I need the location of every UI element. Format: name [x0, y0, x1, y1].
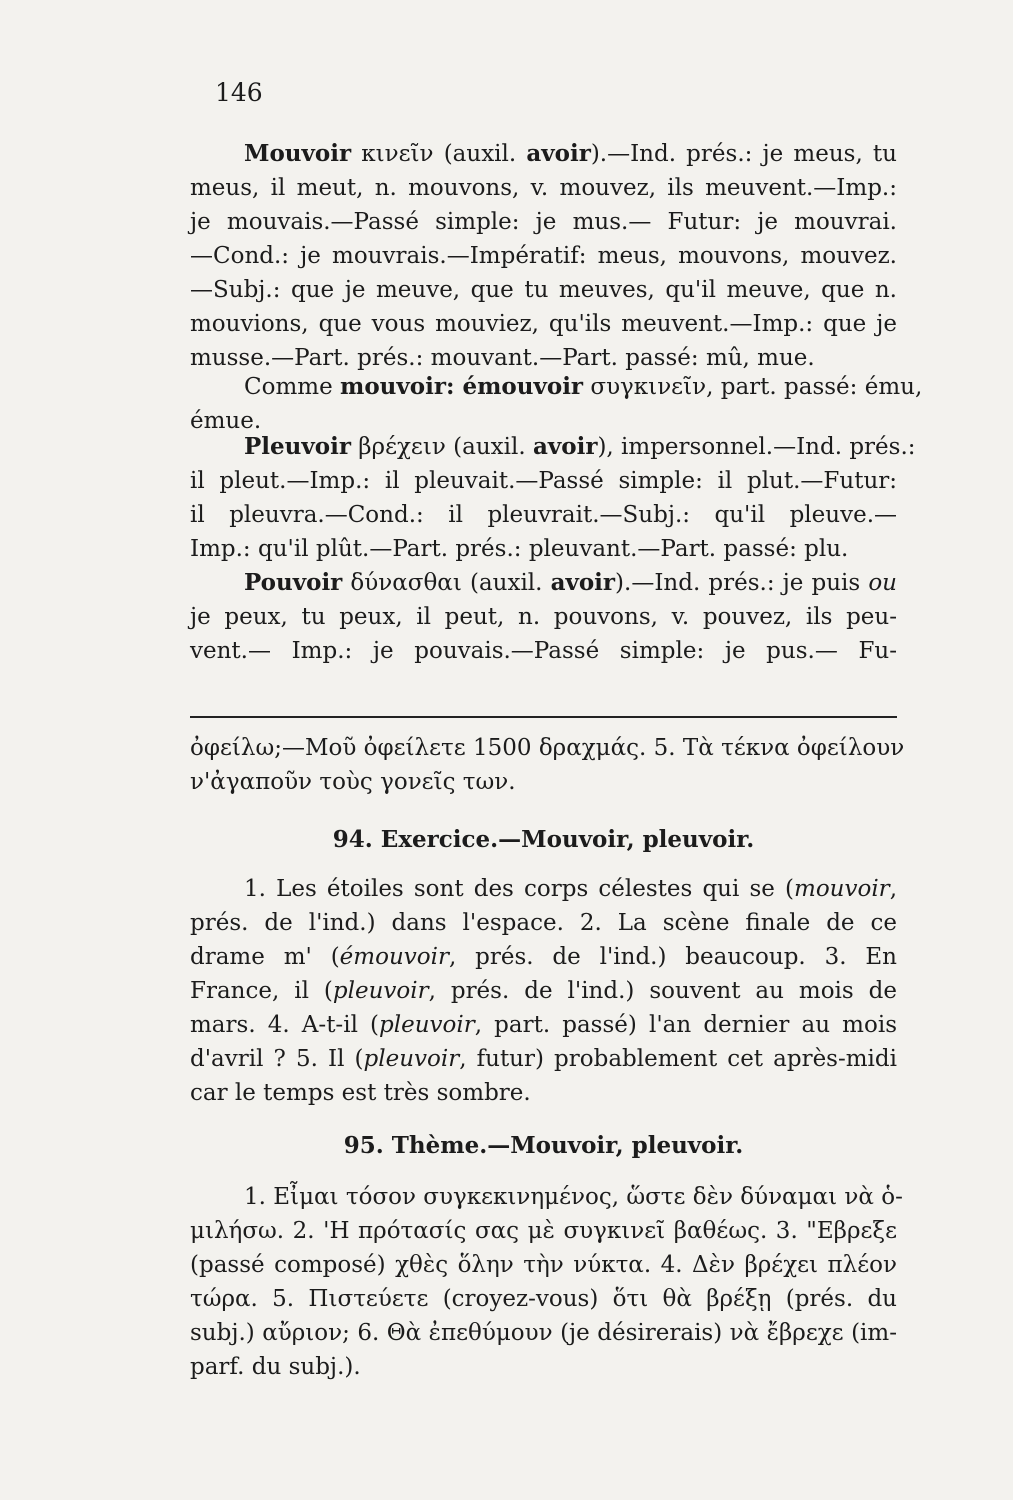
text-fragment: 1. Les étoiles sont des corps célestes qui se ( [244, 876, 795, 902]
footnote [190, 731, 905, 799]
text-fragment: , part. passé) l'an dernier au mois [474, 1012, 897, 1038]
text-line: parf. du subj.). [190, 1354, 361, 1380]
theme-heading: 95. Thème.—Mouvoir, pleuvoir. [343, 1132, 744, 1159]
theme-paragraph [190, 1180, 903, 1384]
term-mouvoir: Mouvoir [244, 140, 352, 167]
mouvoir-paragraph [190, 137, 897, 375]
text-italic: pleuvoir [379, 1012, 475, 1038]
text-line [190, 430, 916, 464]
text-italic: pleuvoir [332, 978, 429, 1004]
text-line: je peux, tu peux, il peut, n. pouvons, v. pouvez, ils peu- [190, 604, 897, 630]
text-line [190, 370, 923, 404]
exercise-paragraph [190, 872, 897, 1110]
exercise-heading: 94. Exercice.—Mouvoir, pleuvoir. [332, 826, 755, 853]
text-line: ν'ἀγαποῦν τοὺς γονεῖς των. [190, 769, 516, 795]
text-line [190, 1008, 897, 1042]
text-line: car le temps est très sombre. [190, 1080, 531, 1106]
text-fragment: , prés. de l'ind.) beaucoup. 3. En [448, 944, 897, 970]
term-mouvoir: mouvoir: [340, 373, 455, 400]
text-line: —Subj.: que je meuve, que tu meuves, qu'il meuve, que n. [190, 277, 897, 303]
text-fragment: d'avril ? 5. Il ( [190, 1046, 364, 1072]
text-fragment: Comme [244, 374, 340, 400]
text-line: prés. de l'ind.) dans l'espace. 2. La scène finale de ce [190, 910, 897, 936]
text-line [190, 872, 897, 906]
text-fragment: , futur) probablement cet après-midi [459, 1046, 897, 1072]
text-fragment: ), impersonnel.—Ind. prés.: [597, 434, 916, 460]
text-fragment: βρέχειν (auxil. [350, 434, 533, 460]
term-avoir: avoir [526, 140, 591, 167]
text-italic-ou: ou [868, 570, 897, 596]
pleuvoir-paragraph [190, 430, 916, 566]
text-italic: mouvoir [794, 876, 890, 902]
text-line: mouvions, que vous mouviez, qu'ils meuvent.—Imp.: que je [190, 311, 897, 337]
text-line: ὀφείλω;—Μοῦ ὀφείλετε 1500 δραχμάς. 5. Τὰ τέκνα ὀφείλουν [190, 735, 905, 761]
text-line: 1. Εἶμαι τόσον συγκεκινημένος, ὥστε δὲν δύναμαι νὰ ὁ- [244, 1184, 903, 1210]
text-fragment: mars. 4. A-t-il ( [190, 1012, 380, 1038]
text-line: (passé composé) χθὲς ὅλην τὴν νύκτα. 4. Δὲν βρέχει πλέον [190, 1252, 897, 1278]
text-line: émue. [190, 408, 262, 434]
text-line: μιλήσω. 2. 'Η πρότασίς σας μὲ συγκινεῖ βαθέως. 3. "Εβρεξε [190, 1218, 897, 1244]
term-pouvoir: Pouvoir [244, 569, 343, 596]
text-line: je mouvais.—Passé simple: je mus.— Futur: je mouvrai. [190, 209, 897, 235]
text-fragment: France, il ( [190, 978, 333, 1004]
text-fragment: ).—Ind. prés.: je puis [615, 570, 869, 596]
text-fragment: ).—Ind. prés.: je meus, tu [590, 141, 897, 167]
term-emouvoir: émouvoir [454, 373, 584, 400]
text-italic: pleuvoir [363, 1046, 460, 1072]
text-fragment: δύνασθαι (auxil. [342, 570, 551, 596]
text-fragment: drame m' ( [190, 944, 340, 970]
pouvoir-paragraph [190, 566, 897, 668]
text-line: vent.— Imp.: je pouvais.—Passé simple: je pus.— Fu- [190, 638, 897, 664]
term-avoir: avoir [550, 569, 616, 596]
text-line: musse.—Part. prés.: mouvant.—Part. passé: mû, mue. [190, 345, 815, 371]
term-avoir: avoir [532, 433, 598, 460]
comme-paragraph [190, 370, 923, 438]
text-line: il pleut.—Imp.: il pleuvait.—Passé simple: il plut.—Futur: [190, 468, 897, 494]
text-italic: émouvoir [339, 944, 449, 970]
text-line: subj.) αὔριον; 6. Θὰ ἐπεθύμουν (je désirerais) νὰ ἔβρεχε (im- [190, 1320, 897, 1346]
text-line [190, 566, 897, 600]
text-fragment: , prés. de l'ind.) souvent au mois de [428, 978, 897, 1004]
text-fragment: κινεῖν (auxil. [351, 141, 527, 167]
page-number: 146 [215, 78, 263, 107]
text-line [190, 974, 897, 1008]
footnote-divider [190, 716, 897, 718]
text-line: Imp.: qu'il plût.—Part. prés.: pleuvant.—Part. passé: plu. [190, 536, 849, 562]
text-line [190, 1042, 897, 1076]
text-line: il pleuvra.—Cond.: il pleuvrait.—Subj.: qu'il pleuve.— [190, 502, 897, 528]
text-line [190, 940, 897, 974]
text-fragment: συγκινεῖν, part. passé: ému, [583, 374, 923, 400]
text-line: τώρα. 5. Πιστεύετε (croyez-vous) ὅτι θὰ βρέξῃ (prés. du [190, 1286, 897, 1312]
text-line: —Cond.: je mouvrais.—Impératif: meus, mouvons, mouvez. [190, 243, 897, 269]
text-line [190, 137, 897, 171]
term-pleuvoir: Pleuvoir [244, 433, 351, 460]
text-fragment: , [889, 876, 897, 902]
text-line: meus, il meut, n. mouvons, v. mouvez, ils meuvent.—Imp.: [190, 175, 897, 201]
